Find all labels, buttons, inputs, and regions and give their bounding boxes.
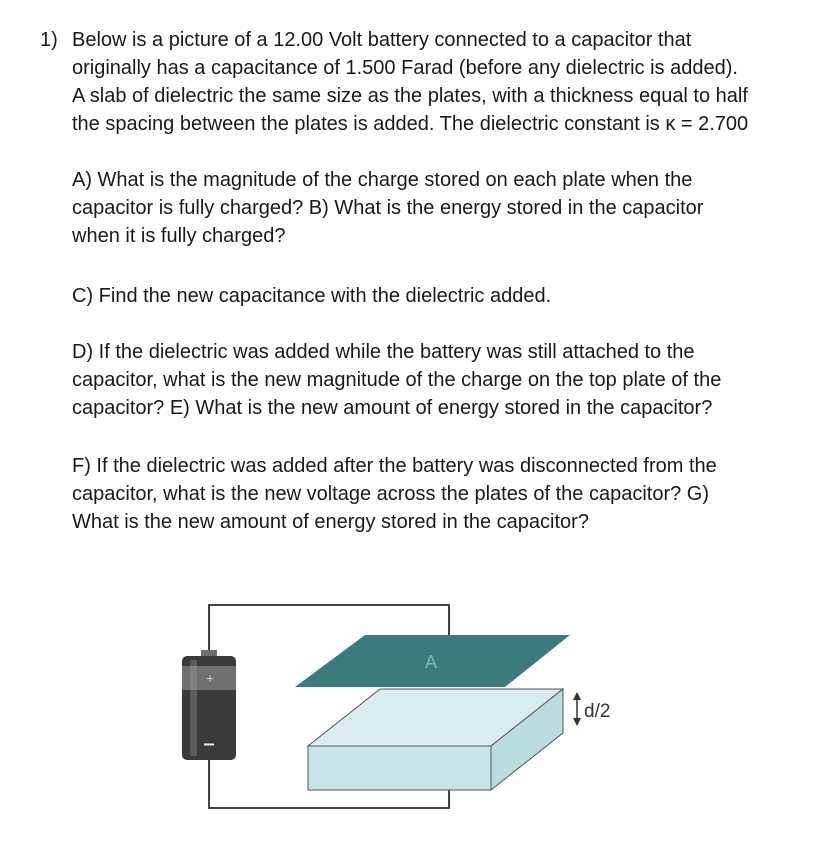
plate-area-label: A xyxy=(424,652,438,672)
battery-plus-sign: + xyxy=(205,670,215,686)
text-line: capacitor? E) What is the new amount of energy stored in the capacitor? xyxy=(72,397,713,419)
text-line: F) If the dielectric was added after the battery was disconnected from the xyxy=(72,455,717,477)
dimension-arrow-down xyxy=(573,718,581,726)
text-line: capacitor, what is the new voltage across the plates of the capacitor? G) xyxy=(72,483,710,505)
dimension-arrow-up xyxy=(573,692,581,700)
text-line: capacitor is fully charged? B) What is the energy stored in the capacitor xyxy=(72,197,704,219)
text-line: A) What is the magnitude of the charge stored on each plate when the xyxy=(72,169,693,191)
gap-dimension-marker xyxy=(573,692,610,726)
dielectric-slab xyxy=(308,689,563,790)
text-line: the spacing between the plates is added. The dielectric constant is κ = 2.700 xyxy=(72,113,749,135)
gap-label: d/2 xyxy=(584,701,611,722)
text-line: capacitor, what is the new magnitude of the charge on the top plate of the xyxy=(72,369,722,391)
text-line: C) Find the new capacitance with the dielectric added. xyxy=(72,285,552,307)
battery-minus-sign: – xyxy=(203,733,215,755)
text-line: D) If the dielectric was added while the battery was still attached to the xyxy=(72,341,695,363)
battery-highlight xyxy=(190,660,197,756)
problem-number: 1) xyxy=(40,29,58,51)
text-line: Below is a picture of a 12.00 Volt battery connected to a capacitor that xyxy=(72,29,692,51)
text-line: A slab of dielectric the same size as the plates, with a thickness equal to half xyxy=(72,85,748,107)
text-line: What is the new amount of energy stored in the capacitor? xyxy=(72,511,589,533)
battery xyxy=(182,650,236,760)
text-line: when it is fully charged? xyxy=(72,225,286,247)
slab-front-face xyxy=(308,746,491,790)
text-line: originally has a capacitance of 1.500 Farad (before any dielectric is added). xyxy=(72,57,738,79)
